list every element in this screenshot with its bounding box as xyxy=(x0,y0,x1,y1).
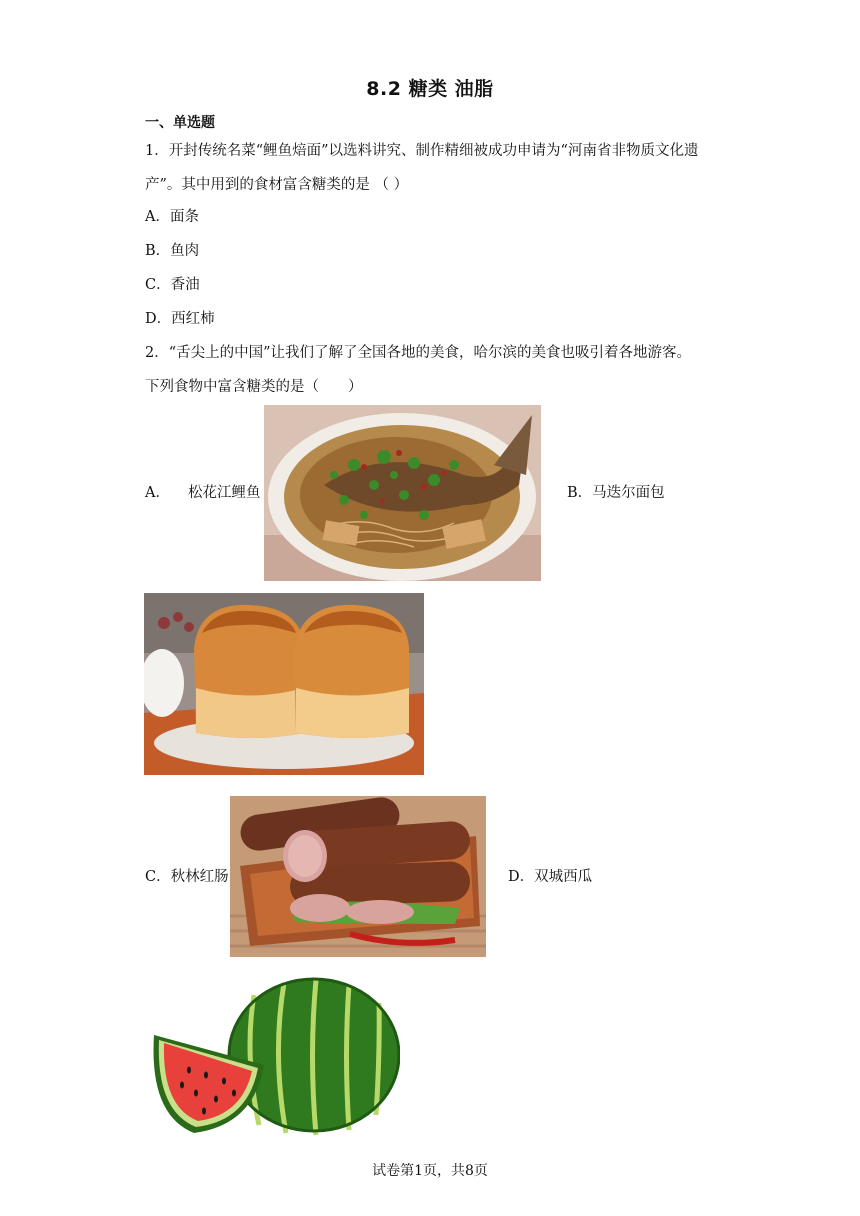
question-1-option-a: A．面条 xyxy=(145,209,199,225)
question-2-option-a-letter: A． xyxy=(145,485,170,501)
question-1-option-b: B．鱼肉 xyxy=(145,243,200,259)
carp-dish-image xyxy=(264,405,541,581)
question-1-option-d: D．西红柿 xyxy=(145,311,215,327)
question-2-option-a-text: 松花江鲤鱼 xyxy=(188,485,261,501)
question-1-option-c: C．香油 xyxy=(145,277,200,293)
question-1-text-line-1: 1．开封传统名菜“鲤鱼焙面”以选料讲究、制作精细被成功申请为“河南省非物质文化遗 xyxy=(145,143,699,159)
question-2-text-line-2: 下列食物中富含糖类的是（ ） xyxy=(145,379,363,395)
watermelon-image xyxy=(144,975,400,1138)
question-1-text-line-2: 产”。其中用到的食材富含糖类的是 （ ） xyxy=(145,177,409,193)
question-2-option-d: D．双城西瓜 xyxy=(508,869,593,885)
question-2-option-b: B．马迭尔面包 xyxy=(567,485,665,501)
question-2-text-line-1: 2．“舌尖上的中国”让我们了解了全国各地的美食，哈尔滨的美食也吸引着各地游客。 xyxy=(145,345,692,361)
section-heading: 一、单选题 xyxy=(145,115,215,131)
question-2-option-c: C．秋林红肠 xyxy=(145,869,229,885)
bread-image xyxy=(144,593,424,775)
sausage-image xyxy=(230,796,486,957)
page-title: 8.2 糖类 油脂 xyxy=(366,78,494,100)
page-footer: 试卷第1页，共8页 xyxy=(372,1163,488,1179)
